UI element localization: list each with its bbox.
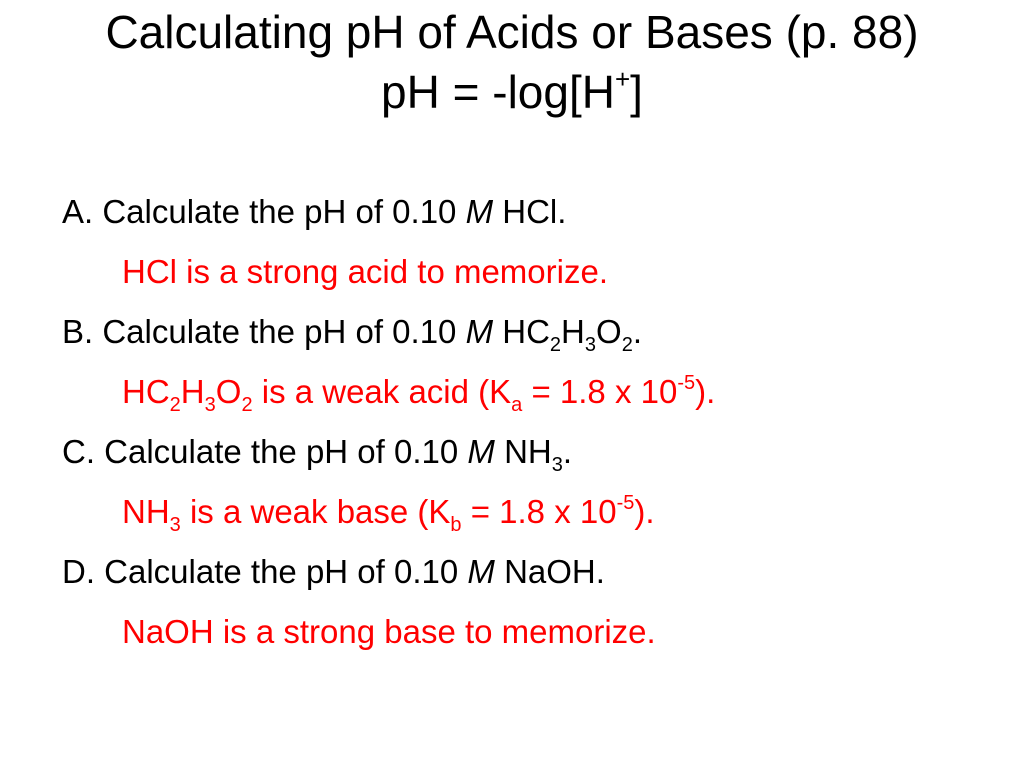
formula-part: O <box>215 373 242 410</box>
molarity-unit: M <box>465 313 494 350</box>
title-formula-end: ] <box>630 66 643 118</box>
slide-title <box>0 2 1024 122</box>
question-a-text: A. Calculate the pH of 0.10 <box>62 193 466 230</box>
formula-subscript: 2 <box>549 334 562 356</box>
kb-subscript: b <box>450 514 462 536</box>
question-b-text: B. Calculate the pH of 0.10 <box>62 313 466 350</box>
title-formula-main: pH = -log[H <box>381 66 615 118</box>
exponent: -5 <box>616 492 635 514</box>
formula-subscript: 3 <box>204 394 216 416</box>
answer-c <box>62 482 1002 542</box>
question-c-text: C. Calculate the pH of 0.10 <box>62 433 468 470</box>
answer-c-end: ). <box>634 493 655 530</box>
formula-part: O <box>596 313 622 350</box>
formula-part: HC <box>493 313 550 350</box>
formula-subscript: 3 <box>169 514 181 536</box>
formula-part: . <box>632 313 642 350</box>
formula-part: NH <box>494 433 552 470</box>
exponent: -5 <box>677 372 696 394</box>
question-a-compound: HCl. <box>493 193 567 230</box>
molarity-unit: M <box>465 193 494 230</box>
formula-part: HC <box>122 373 170 410</box>
question-b <box>62 302 1002 362</box>
answer-a: HCl is a strong acid to memorize. <box>122 253 608 290</box>
ka-subscript: a <box>511 394 523 416</box>
formula-subscript: 2 <box>241 394 253 416</box>
formula-part: H <box>561 313 585 350</box>
question-d <box>62 542 1002 602</box>
question-a <box>62 182 1002 242</box>
answer-b-value: = 1.8 x 10 <box>522 373 678 410</box>
title-line-1: Calculating pH of Acids or Bases (p. 88) <box>105 6 919 58</box>
title-formula-sup: + <box>614 64 631 94</box>
answer-c-value: = 1.8 x 10 <box>461 493 617 530</box>
molarity-unit: M <box>467 553 495 590</box>
formula-part: NH <box>122 493 170 530</box>
answer-d: NaOH is a strong base to memorize. <box>122 613 656 650</box>
formula-subscript: 2 <box>621 334 633 356</box>
slide-body <box>62 182 1002 662</box>
formula-subscript: 3 <box>551 454 563 476</box>
question-c <box>62 422 1002 482</box>
question-d-compound: NaOH. <box>494 553 605 590</box>
formula-subscript: 3 <box>584 334 597 356</box>
question-d-text: D. Calculate the pH of 0.10 <box>62 553 468 590</box>
formula-part: H <box>180 373 205 410</box>
answer-b <box>62 362 1002 422</box>
answer-c-text: is a weak base (K <box>180 493 451 530</box>
title-line-2 <box>0 62 1024 122</box>
molarity-unit: M <box>467 433 495 470</box>
answer-b-text: is a weak acid (K <box>252 373 512 410</box>
formula-part: . <box>562 433 573 470</box>
formula-subscript: 2 <box>169 394 181 416</box>
answer-b-end: ). <box>695 373 716 410</box>
